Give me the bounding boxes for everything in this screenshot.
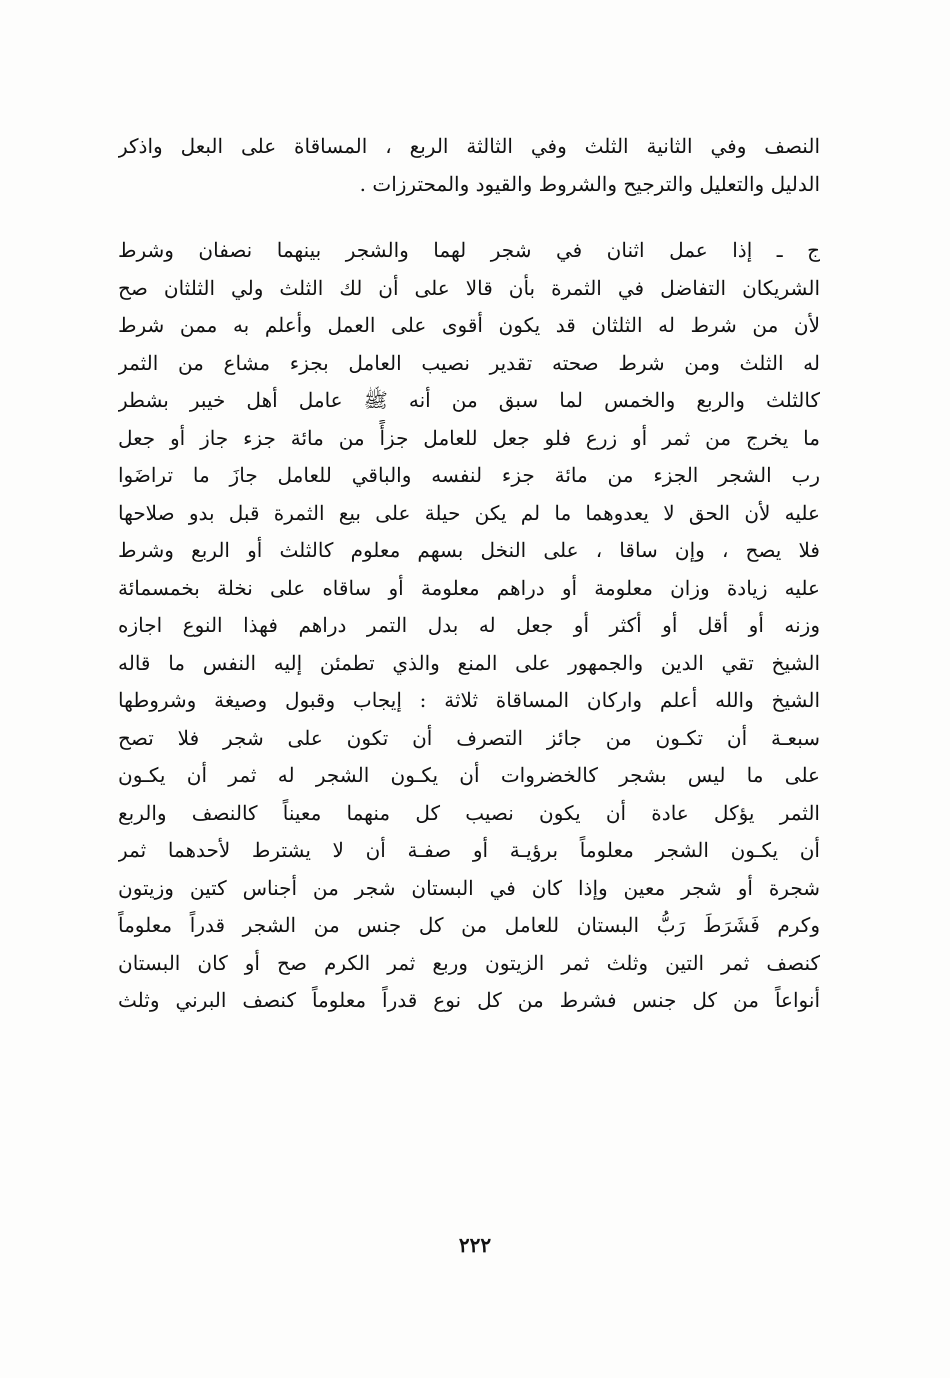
text-line: عليه لأن الحق لا يعدوهما ما لم يكن حيلة على بيع الثمرة قبل بدو صلاحها [118,500,820,525]
text-line: وزنه أو أقل أو أكثر أو جعل له بدل التمر دراهم فهذا النوع اجازه [118,613,820,637]
paragraph-1 [118,128,820,203]
text-line: الدليل والتعليل والترجيح والشروط والقيود والمحترزات . [359,171,820,196]
text-line: الشيخ تقي الدين والجمهور على المنع والذي تطمئن إليه النفس ما قاله [118,650,820,675]
text-line: كالثلث والربع والخمس لما سبق من أنه ﷺ عامل أهل خيبر بشطر [118,388,820,412]
text-line: أنواعاً من كل جنس فشرط من كل نوع قدراً معلوماً كنصف البرني وثلث [118,988,820,1012]
text-line: سبعـة أن تكـون من جائز التصرف أن تكون على شجر فلا تصح [118,725,820,750]
text-line: ج ـ إذا عمل اثنان في شجر لهما والشجر بينهما نصفان وشرط [118,238,820,262]
paragraph-2 [118,232,820,1020]
text-line: عليه زيادة وزان معلومة أو دراهم معلومة أو ساقاه على نخلة بخمسمائة [118,575,820,600]
text-line: على ما ليس بشجر كالخضروات أن يكـون الشجر له ثمر أن يكـون [118,763,820,787]
text-line: الشريكان التفاضل في الثمرة بأن قالا على أن لك الثلث ولي الثلثان صح [118,275,820,300]
text-line: الثمر يؤكل عادة أن يكون نصيب كل منهما معيناً كالنصف والربع [118,800,820,825]
text-line: لأن من شرط له الثلثان قد يكون أقوى على العمل وأعلم به ممن شرط [118,313,820,337]
text-line: له الثلث ومن شرط صحته تقدير نصيب العامل بجزء مشاع من الثمر [118,350,820,375]
text-line: النصف وفي الثانية الثلث وفي الثالثة الربع ، المساقاة على البعل واذكر [118,134,820,158]
text-line: فلا يصح ، وإن ساقا ، على النخل بسهم معلوم كالثلث أو الربع وشرط [118,538,820,562]
text-line: أن يكـون الشجر معلوماً برؤيـة أو صفـة أن لا يشترط لأحدهما ثمر [118,838,820,862]
text-line: كنصف ثمر التين وثلث ثمر الزيتون وربع ثمر الكرم صح أو كان البستان [118,950,820,975]
text-line: شجرة أو شجر معين وإذا كان في البستان شجر من أجناس كتين وزيتون [118,875,820,900]
page-number: ٢٢٢ [458,1233,492,1257]
text-line: وكرم فَشَرَطَ رَبُّ البستان للعامل من كل جنس من الشجر قدراً معلوماً [118,913,820,937]
text-line: ما يخرج من ثمر أو زرع فلو جعل للعامل جزأً من مائة جزء جاز أو جعل [118,425,820,450]
text-line: رب الشجر الجزء من مائة جزء لنفسه والباقي للعامل جازَ ما تراضَوا [118,463,820,487]
text-line: الشيخ والله أعلم واركان المساقاة ثلاثة : إيجاب وقبول وصيغة وشروطها [118,688,820,712]
